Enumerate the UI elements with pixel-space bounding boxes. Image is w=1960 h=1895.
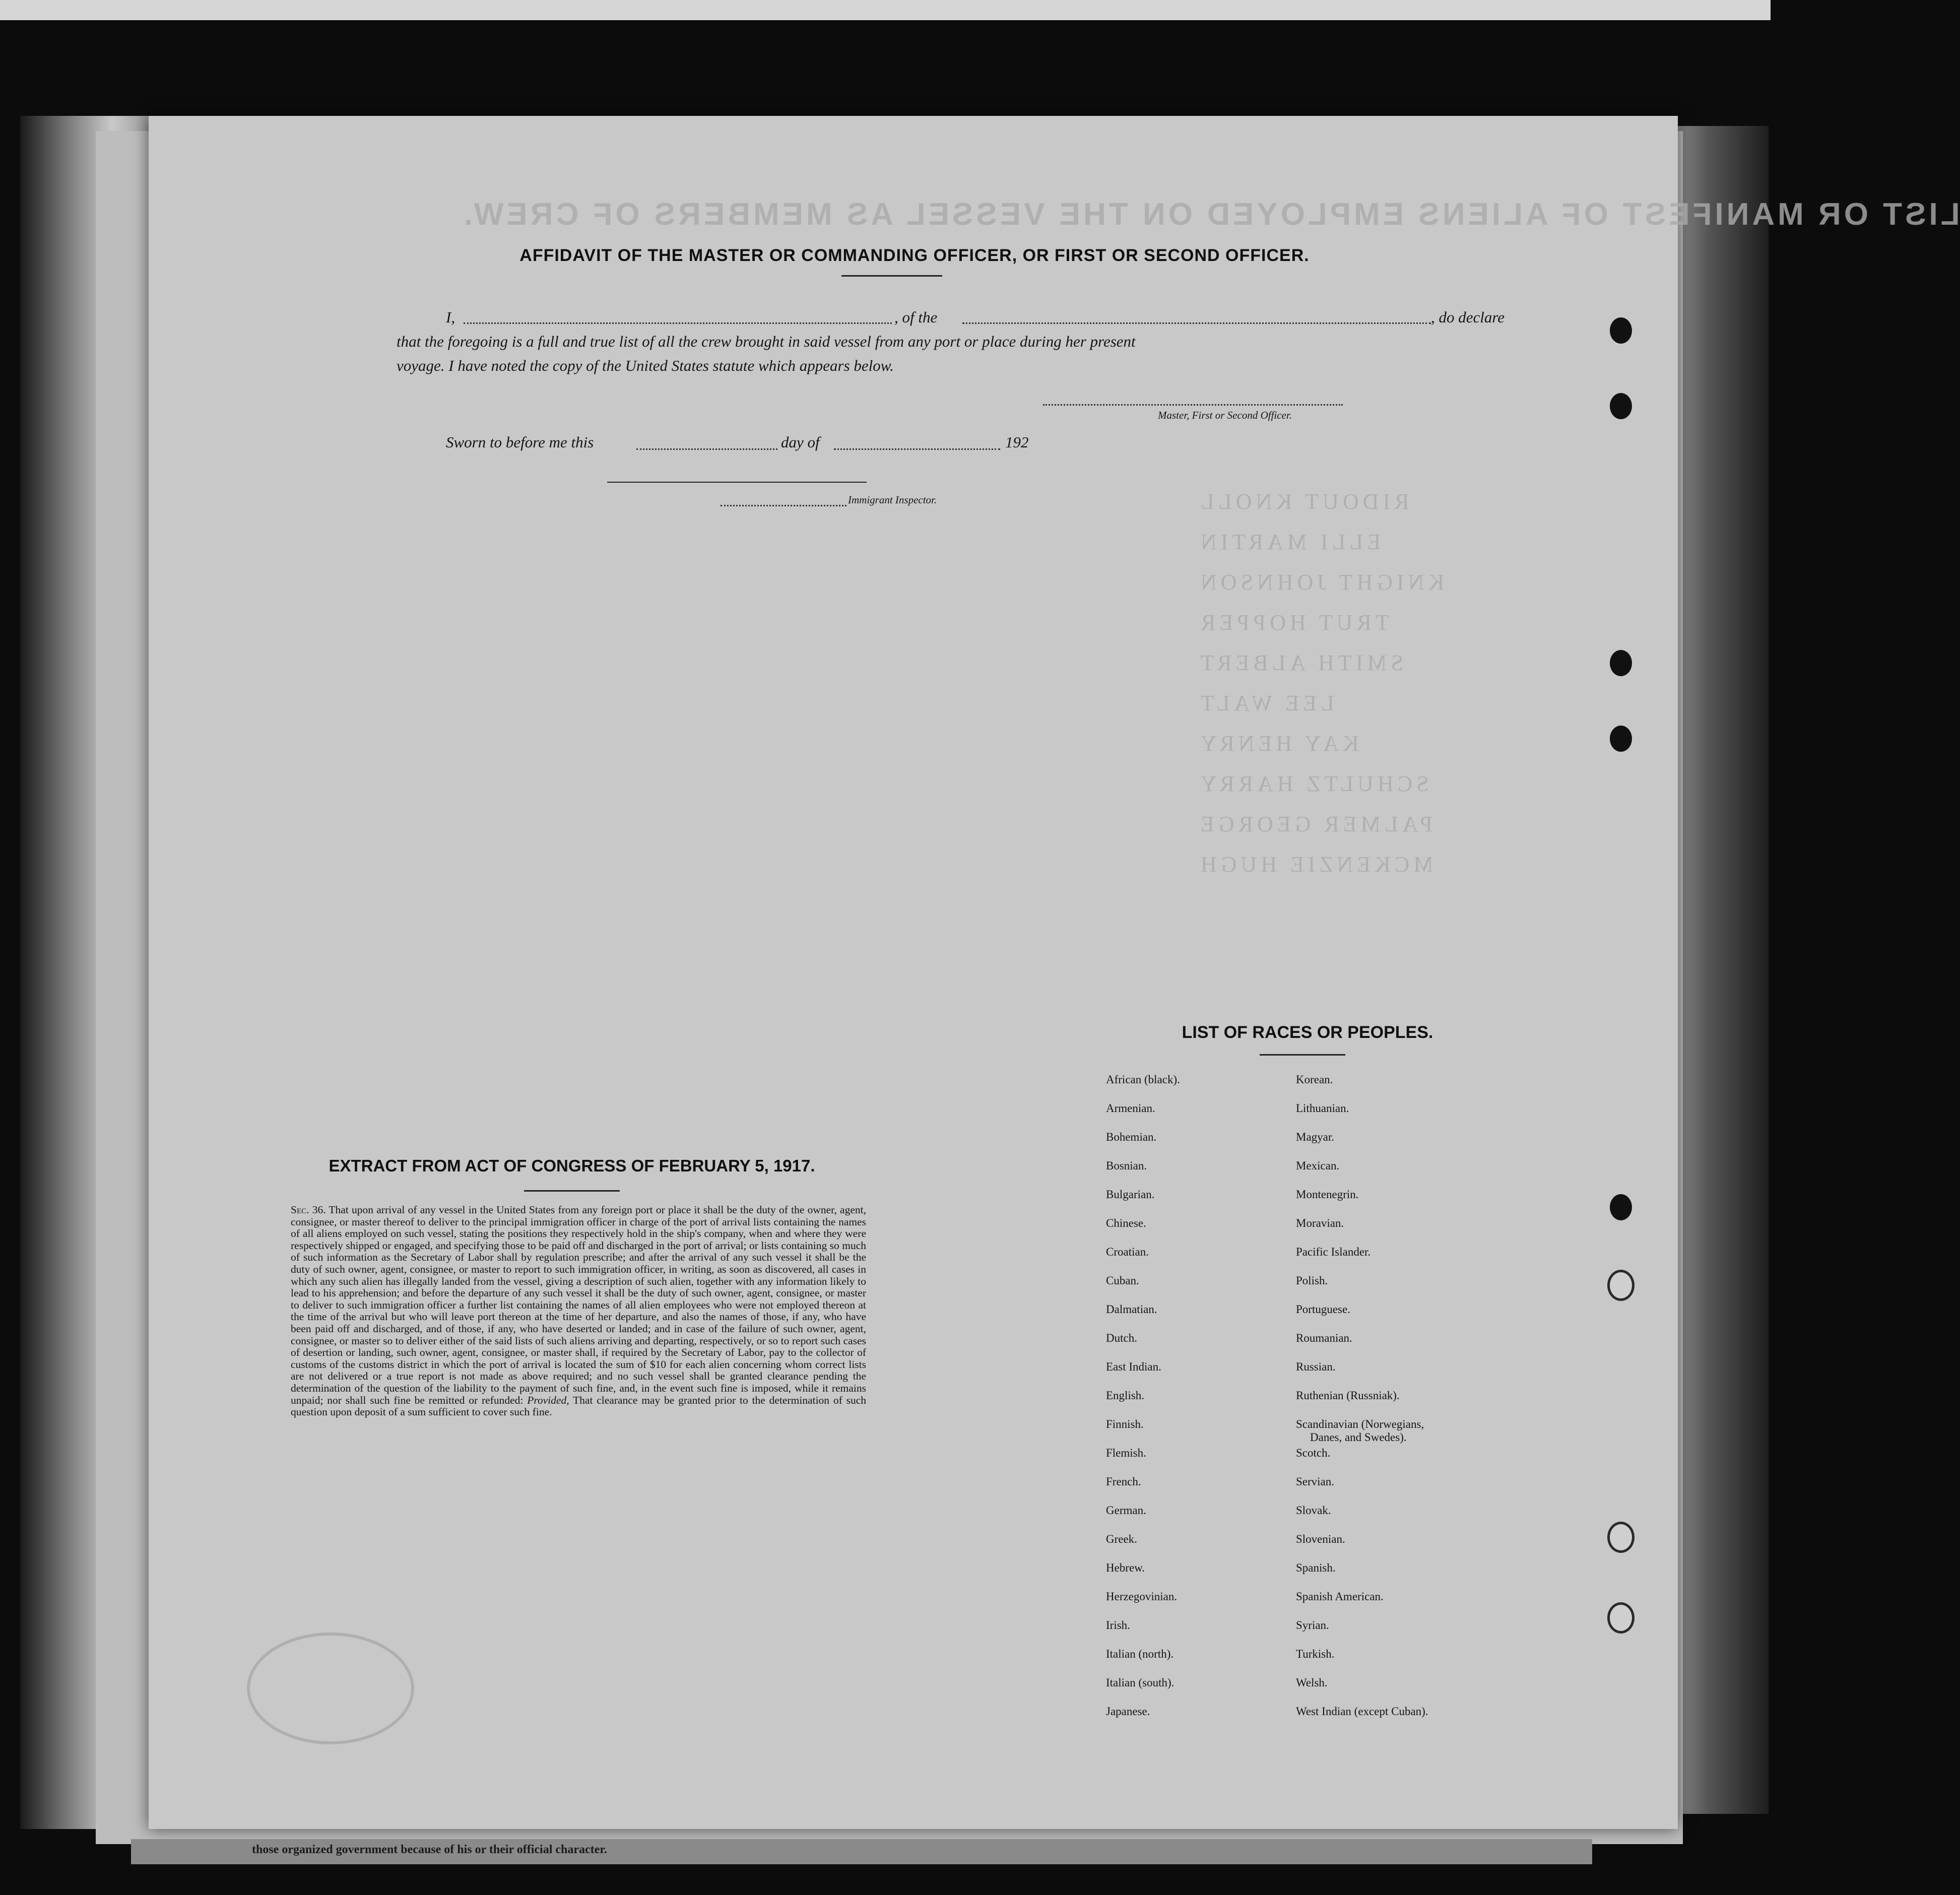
race-item-left: Croatian.: [1106, 1246, 1149, 1258]
bleed-through-name: RIDOUT KNOLL: [1197, 489, 1409, 514]
bleed-through-name: SCHULTZ HARRY: [1197, 771, 1429, 796]
race-item-right: Slovenian.: [1296, 1533, 1345, 1545]
vessel-name-field: [962, 322, 1431, 324]
sworn-day-field: [636, 448, 777, 450]
race-item-right: Syrian.: [1296, 1619, 1329, 1631]
bleed-through-title: LIST OR MANIFEST OF ALIENS EMPLOYED ON THE VESSEL AS MEMBERS OF CREW.: [461, 197, 1960, 232]
race-item-right: Polish.: [1296, 1274, 1328, 1287]
bleed-through-name: LEE WALT: [1197, 691, 1334, 715]
race-item-left: Bohemian.: [1106, 1131, 1157, 1143]
race-item-right: Spanish.: [1296, 1561, 1336, 1574]
proviso-label: Provided,: [527, 1394, 569, 1406]
race-item-left: French.: [1106, 1475, 1141, 1488]
statute-body: That upon arrival of any vessel in the United States from any foreign port or place it shall be the duty of the owner, agent, consignee, or master thereof to deliver to the principal immigration officer in charge of the port of arrival lists containing the names of all aliens employed on such vessel, stating the positions they respectively hold in the ship's company, when and where they were respectively shipped or engaged, and specifying those to be paid off and discharged in the port of arrival; or lists containing so much of such information as the Secretary of Labor shall by regulation prescribe; and after the arrival of any such vessel it shall be the duty of such owner, agent, consignee, or master to report to such immigration officer, in writing, as soon as discovered, all cases in which any such alien has illegally landed from the vessel, giving a description of such alien, together with any information likely to lead to his apprehension; and before the departure of any such vessel it shall be the duty of such owner, agent, consignee, or master to deliver to such immigration officer a further list containing the names of all alien employees who were not employed thereon at the time of the arrival but who will leave port thereon at the time of her departure, and also the names of those, if any, who have been paid off and discharged, and of those, if any, who have deserted or landed; and in case of the failure of such owner, agent, consignee, or master so to deliver either of the said lists of such aliens arriving and departing, respectively, or so to report such cases of desertion or landing, such owner, agent, consignee, or master shall, if required by the Secretary of Labor, pay to the collector of customs of the customs district in which the port of arrival is located the sum of $10 for each alien concerning whom correct lists are not delivered or a true report is not made as above required; and no such vessel shall be granted clearance pending the determination of the question of the liability to the payment of such fine, and, in the event such fine is imposed, while it remains unpaid; nor shall such fine be remitted or refunded:: [291, 1204, 866, 1406]
race-item-right: Moravian.: [1296, 1217, 1344, 1229]
race-item-right: Slovak.: [1296, 1504, 1331, 1517]
race-item-left: Greek.: [1106, 1533, 1137, 1545]
race-item-left: Italian (north).: [1106, 1648, 1174, 1660]
race-item-right: Mexican.: [1296, 1159, 1340, 1172]
master-signature-caption: Master, First or Second Officer.: [1158, 409, 1292, 421]
section-label: Sec. 36.: [291, 1204, 326, 1216]
footer-fragment: those organized government because of his or their official character.: [252, 1843, 607, 1856]
race-item-left: English.: [1106, 1389, 1145, 1402]
races-title: LIST OF RACES OR PEOPLES.: [1182, 1023, 1433, 1042]
year-label: 192: [1005, 433, 1029, 451]
of-the-label: , of the: [894, 308, 938, 326]
do-declare-label: , do declare: [1431, 308, 1505, 326]
punch-hole: [1607, 1270, 1635, 1301]
statute-proviso: That clearance may be granted prior to the determination of such question upon deposit of a sum sufficient to cover such fine.: [291, 1394, 867, 1418]
race-item-left: Japanese.: [1106, 1705, 1150, 1718]
day-of-label: day of: [781, 433, 820, 451]
statute-text: [291, 1204, 866, 1418]
race-item-right: Montenegrin.: [1296, 1188, 1359, 1201]
race-item-right: Korean.: [1296, 1073, 1333, 1086]
race-item-left: German.: [1106, 1504, 1146, 1517]
bleed-through-name: KAY HENRY: [1197, 731, 1359, 756]
race-item-continuation: Danes, and Swedes).: [1310, 1431, 1407, 1444]
race-item-left: Italian (south).: [1106, 1676, 1174, 1689]
punch-hole: [1607, 1602, 1635, 1633]
race-item-left: Chinese.: [1106, 1217, 1146, 1229]
inspector-signature-rule: [607, 482, 867, 483]
bleed-through-name: KNIGHT JOHNSON: [1197, 570, 1445, 595]
punch-hole: [1610, 393, 1632, 419]
bleed-through-name: SMITH ALBERT: [1197, 650, 1403, 675]
declarant-label: I,: [446, 308, 455, 326]
bleed-through-name: ELLI MARTIN: [1197, 530, 1381, 554]
affidavit-title: AFFIDAVIT OF THE MASTER OR COMMANDING OFFICER, OR FIRST OR SECOND OFFICER.: [519, 246, 1310, 265]
race-item-left: Irish.: [1106, 1619, 1130, 1631]
faint-stamp: [247, 1632, 414, 1744]
race-item-right: Spanish American.: [1296, 1590, 1384, 1603]
race-item-left: Hebrew.: [1106, 1561, 1145, 1574]
race-item-left: Bulgarian.: [1106, 1188, 1155, 1201]
bleed-through-name: MCKENZIE HUGH: [1197, 852, 1433, 877]
race-item-right: Scandinavian (Norwegians,: [1296, 1418, 1424, 1430]
master-signature-field: [1043, 404, 1343, 406]
bleed-through-name: TRUT HOPPER: [1197, 610, 1389, 635]
declarant-name-field: [464, 322, 892, 324]
race-item-right: Ruthenian (Russniak).: [1296, 1389, 1400, 1402]
race-item-left: Bosnian.: [1106, 1159, 1147, 1172]
punch-hole: [1610, 650, 1632, 676]
race-item-right: Scotch.: [1296, 1447, 1331, 1459]
races-title-rule: [1260, 1054, 1345, 1056]
manifest-page: [149, 116, 1960, 1829]
race-item-right: Welsh.: [1296, 1676, 1328, 1689]
race-item-left: Dalmatian.: [1106, 1303, 1157, 1316]
sworn-month-field: [834, 448, 1000, 450]
inspector-caption: Immigrant Inspector.: [848, 494, 937, 506]
punch-hole: [1610, 317, 1632, 344]
race-item-right: Turkish.: [1296, 1648, 1335, 1660]
sworn-label: Sworn to before me this: [446, 433, 594, 451]
race-item-right: West Indian (except Cuban).: [1296, 1705, 1428, 1718]
race-item-left: East Indian.: [1106, 1360, 1161, 1373]
race-item-left: Flemish.: [1106, 1447, 1146, 1459]
bleed-through-name: PALMER GEORGE: [1197, 812, 1432, 836]
punch-hole: [1607, 1522, 1635, 1553]
punch-hole: [1610, 1194, 1632, 1220]
inspector-signature-field: [721, 505, 846, 506]
affidavit-line-2: that the foregoing is a full and true list of all the crew brought in said vessel from any port or place during her present: [397, 333, 1136, 350]
affidavit-line-3: voyage. I have noted the copy of the United States statute which appears below.: [397, 357, 894, 374]
race-item-left: Dutch.: [1106, 1332, 1137, 1344]
affidavit-title-rule: [841, 275, 942, 277]
punch-hole: [1610, 726, 1632, 752]
extract-title-rule: [524, 1190, 620, 1192]
race-item-right: Servian.: [1296, 1475, 1335, 1488]
race-item-right: Magyar.: [1296, 1131, 1335, 1143]
race-item-right: Portuguese.: [1296, 1303, 1350, 1316]
race-item-right: Pacific Islander.: [1296, 1246, 1371, 1258]
race-item-left: African (black).: [1106, 1073, 1180, 1086]
binder-right-edge: [1668, 126, 1769, 1814]
race-item-right: Roumanian.: [1296, 1332, 1352, 1344]
race-item-right: Russian.: [1296, 1360, 1336, 1373]
race-item-left: Finnish.: [1106, 1418, 1144, 1430]
scanner-top-strip: [0, 0, 1771, 20]
race-item-left: Herzegovinian.: [1106, 1590, 1178, 1603]
race-item-left: Cuban.: [1106, 1274, 1139, 1287]
race-item-right: Lithuanian.: [1296, 1102, 1349, 1115]
extract-title: EXTRACT FROM ACT OF CONGRESS OF FEBRUARY 5, 1917.: [329, 1156, 815, 1175]
footer-strip: [131, 1839, 1592, 1864]
race-item-left: Armenian.: [1106, 1102, 1155, 1115]
